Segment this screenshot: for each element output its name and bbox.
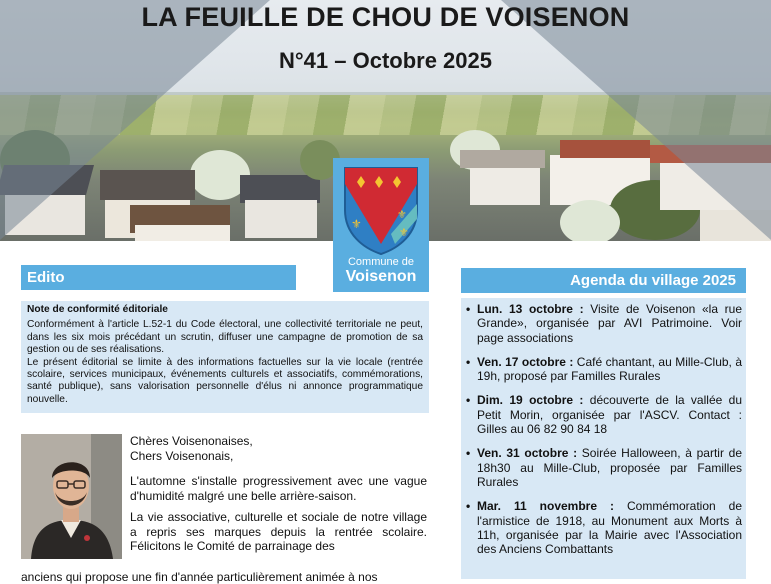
decor-triangle-right <box>501 0 771 240</box>
crest-commune-label: Commune de <box>347 256 415 268</box>
crest-commune-name: Voisenon <box>345 268 417 285</box>
agenda-item <box>461 355 742 384</box>
edito-letter <box>130 434 427 561</box>
newsletter-title: LA FEUILLE DE CHOU DE VOISENON <box>141 2 630 32</box>
bullet-icon: • <box>466 499 471 514</box>
agenda-text: Commémoration de l'armistice de 1918, au Monument aux Morts à 11h, organisée par la Mairie avec l'Association des Anciens Combattants <box>477 499 743 557</box>
agenda-date: Dim. 19 octobre : <box>477 393 584 408</box>
agenda-item <box>461 302 742 345</box>
coat-of-arms-icon <box>341 164 421 256</box>
agenda-text: Café chantant, au Mille-Club, à 19h, proposé par Familles Rurales <box>477 354 742 384</box>
mayor-portrait <box>21 434 122 559</box>
agenda-date: Ven. 17 octobre : <box>477 354 574 369</box>
greeting-line-1: Chères Voisenonaises, <box>130 434 253 448</box>
greeting-line-2: Chers Voisenonais, <box>130 448 234 463</box>
issue-number: N°41 – Octobre 2025 <box>278 48 493 73</box>
letter-paragraph-1: L'automne s'installe progressivement avec une vague d'humidité malgré une belle arrière-saison. <box>130 474 427 503</box>
svg-text:⚜: ⚜ <box>351 217 362 231</box>
compliance-note <box>21 301 429 413</box>
agenda-item <box>461 446 742 489</box>
agenda-date: Mar. 11 novembre : <box>477 499 614 514</box>
note-title: Note de conformité éditoriale <box>27 304 168 315</box>
agenda-date: Lun. 13 octobre : <box>477 302 584 316</box>
svg-text:⚜: ⚜ <box>397 208 407 221</box>
edito-heading: Edito <box>21 265 296 290</box>
agenda-panel <box>461 298 746 579</box>
bullet-icon: • <box>466 393 471 408</box>
bullet-icon: • <box>466 354 471 369</box>
agenda-date: Ven. 31 octobre : <box>477 446 578 461</box>
agenda-text: Soirée Halloween, à partir de 18h30 au Mille-Club, proposée par Familles Rurales <box>477 446 742 489</box>
svg-text:⚜: ⚜ <box>399 226 409 239</box>
bullet-icon: • <box>466 446 471 461</box>
commune-crest <box>333 158 429 292</box>
agenda-item <box>461 499 742 556</box>
bullet-icon: • <box>466 302 471 316</box>
person-photo-icon <box>21 434 122 559</box>
agenda-text: découverte de la vallée du Petit Morin, organisée par l'ASCV. Contact : Gilles au 06 82 90 84 18 <box>477 393 742 437</box>
letter-continuation: anciens qui propose une fin d'année particulièrement animée à nos <box>21 570 378 584</box>
agenda-list <box>461 298 746 556</box>
agenda-text: Visite de Voisenon «la rue Grande», organisée par AVI Patrimoine. Voir page associations <box>477 302 742 345</box>
agenda-heading: Agenda du village 2025 <box>461 268 746 293</box>
agenda-item <box>461 393 742 436</box>
note-paragraph-2: Le présent éditorial se limite à des informations factuelles sur la vie locale (rentrée scolaire, services municipaux, événements culturels et associatifs, commémorations, santé publique), sans valorisation personnelle d'élus ni annonce programmatique nouvelle. <box>27 356 423 405</box>
note-paragraph-1: Conformément à l'article L.52-1 du Code électoral, une collectivité territoriale ne peut, dans les six mois précédant un scrutin, diffuser une campagne de promotion de sa gestion ou de ses réalisations. <box>27 319 423 356</box>
letter-paragraph-2: La vie associative, culturelle et sociale de notre village a repris ses marques depuis la rentrée scolaire. Félicitons le Comité de parrainage des <box>130 510 427 553</box>
decor-triangle-left <box>0 0 270 240</box>
